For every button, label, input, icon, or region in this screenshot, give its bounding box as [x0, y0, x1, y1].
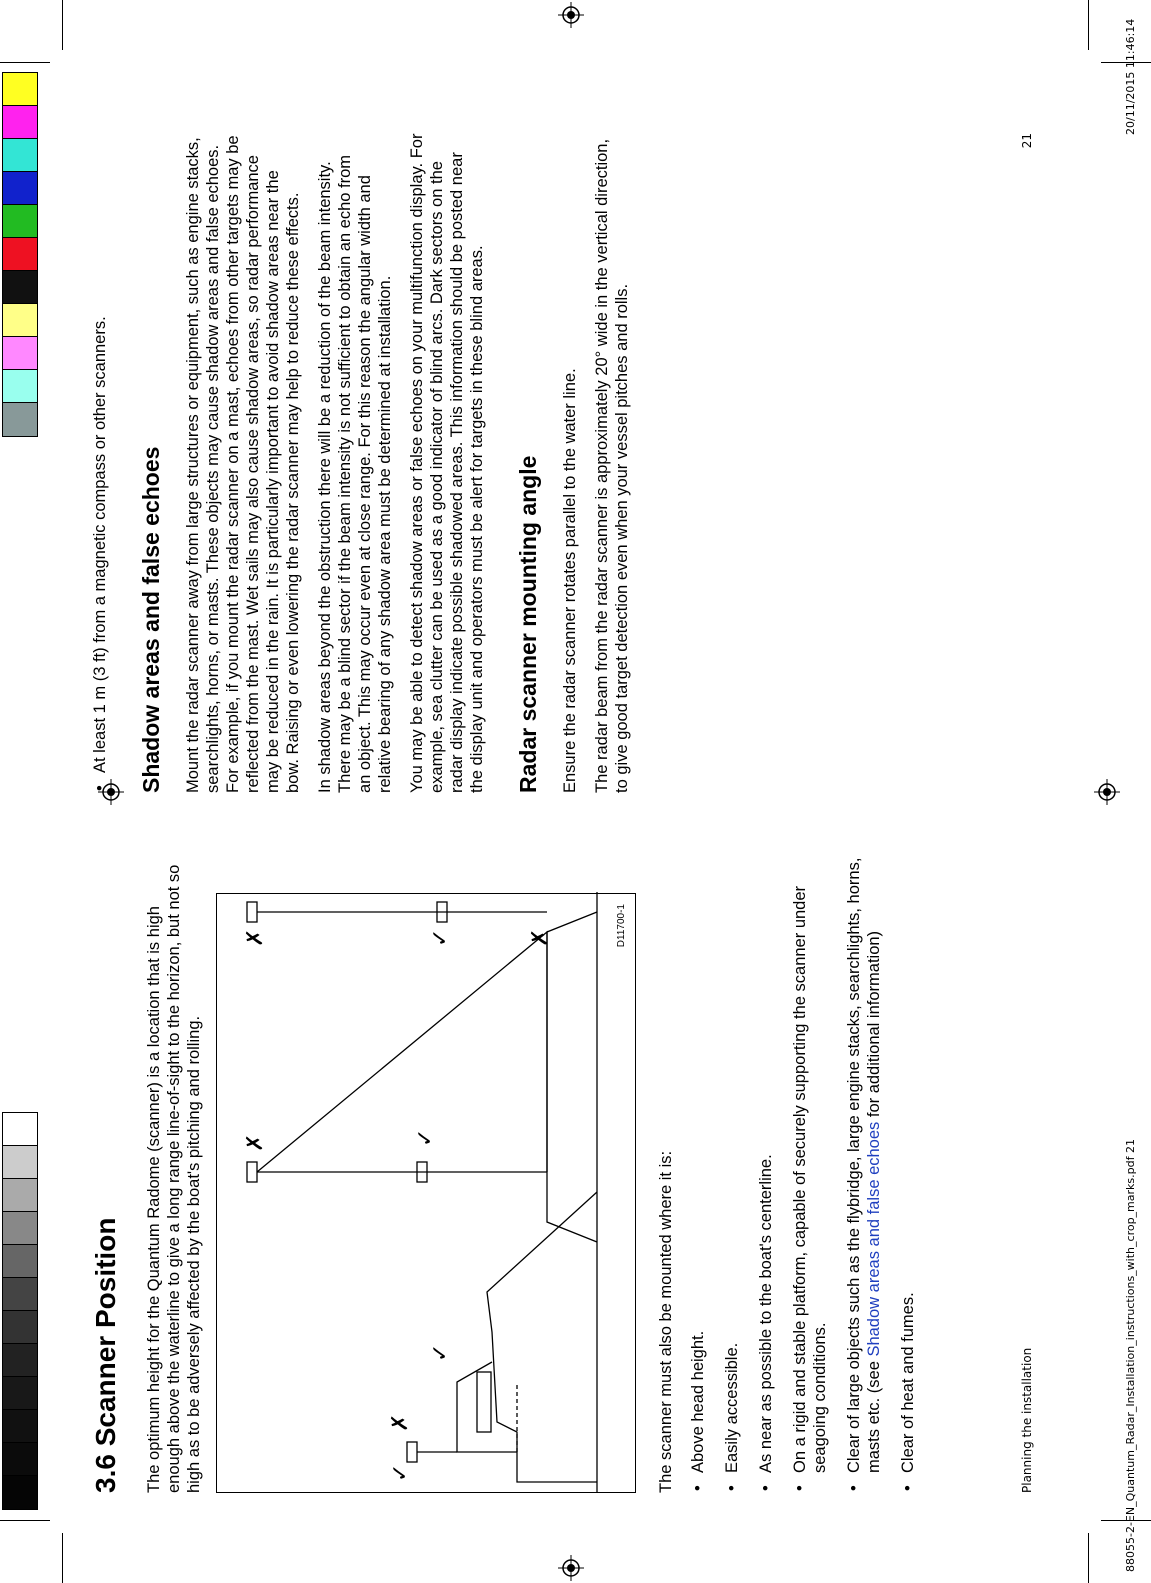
color-swatch [3, 1278, 37, 1311]
color-swatch [3, 1179, 37, 1212]
requirements-list [688, 853, 918, 1493]
color-swatch [3, 1146, 37, 1179]
color-swatch [3, 1377, 37, 1410]
color-swatch [3, 73, 37, 106]
shadow-areas-heading: Shadow areas and false echoes [138, 446, 164, 793]
color-swatch [3, 370, 37, 403]
figure-code: D11700-1 [616, 904, 627, 948]
color-swatch [3, 271, 37, 304]
mounting-paragraph-1: Ensure the radar scanner rotates parallel to the water line. [561, 368, 579, 793]
list-item: • Above head height. [688, 853, 708, 1493]
color-swatch [3, 1410, 37, 1443]
list-item: • Easily accessible. [722, 853, 742, 1493]
list-item: • At least 1 m (3 ft) from a magnetic compass or other scanners. [90, 133, 110, 793]
color-swatch [3, 238, 37, 271]
cross-mark-icon: ✗ [528, 928, 553, 947]
mast-top-radome-icon [247, 1162, 257, 1182]
section-title: 3.6 Scanner Position [90, 1217, 121, 1493]
left-column [90, 853, 1034, 1493]
boat-illustration [217, 892, 637, 1492]
cross-mark-icon: ✗ [388, 1413, 413, 1432]
list-item: • Clear of heat and fumes. [898, 853, 918, 1493]
color-swatch [3, 1245, 37, 1278]
mounting-paragraph-2: The radar beam from the radar scanner is approximately 20° wide in the vertical direction, to give good target detection even when your vessel pitches and rolls. [593, 138, 631, 793]
boat-scanner-figure [216, 893, 636, 1493]
page-number: 21 [1020, 133, 1034, 149]
file-slug: 88055-2-EN_Quantum_Radar_Installation_instructions_with_crop_marks.pdf 21 [1124, 1139, 1137, 1572]
color-swatch [3, 172, 37, 205]
mounting-angle-heading: Radar scanner mounting angle [515, 455, 541, 793]
color-swatch [3, 1113, 37, 1146]
sailboat-hull [547, 912, 597, 1242]
shadow-areas-link[interactable]: Shadow areas and false echoes [865, 1121, 883, 1357]
color-swatch [3, 304, 37, 337]
requirements-intro: The scanner must also be mounted where it is: [657, 1150, 675, 1493]
check-mark-icon: ✓ [413, 1128, 438, 1147]
timestamp-slug: 20/11/2015 11:46:14 [1124, 18, 1137, 135]
color-swatch [3, 1344, 37, 1377]
document-page [90, 93, 1050, 1493]
radome-icon [407, 1442, 417, 1462]
cross-mark-icon: ✗ [243, 928, 268, 947]
motor-yacht-window [477, 1372, 491, 1432]
shadow-paragraph-2: In shadow areas beyond the obstruction there will be a reduction of the beam intensity. There may be a blind sector if the beam intensity is not sufficient to obtain an echo from an object. This may occur even at close range. For this reason the angular width and relative bearing of any shadow area must be determined at installation. [316, 154, 394, 793]
check-mark-icon: ✓ [388, 1463, 413, 1482]
requirements-list-continued [90, 133, 110, 793]
color-swatch [3, 1311, 37, 1344]
sailboat-sail [257, 932, 547, 1172]
shadow-paragraph-1: Mount the radar scanner away from large structures or equipment, such as engine stacks, searchlights, horns, or masts. These objects may cause shadow areas and false echoes. For example, if you mount the radar scanner on a mast, echoes from other targets may be reflected from the mast. Wet sails may also cause shadow areas, so radar performance may be reduced in the rain. It is particularly important to avoid shadow areas near the bow. Raising or even lowering the radar scanner may help to reduce these effects. [184, 135, 302, 793]
shadow-paragraph-3: You may be able to detect shadow areas or false echoes on your multifunction display. For example, sea clutter can be used as a good indicator of blind arcs. Dark sectors on the radar display indicate possible shadowed areas. This information should be posted near the display unit and operators must be alert for targets in these blind areas. [408, 133, 486, 793]
color-swatch-strip-top [2, 72, 38, 437]
color-swatch [3, 337, 37, 370]
pole-top-radome-icon [247, 902, 257, 922]
intro-paragraph: The optimum height for the Quantum Radome (scanner) is a location that is high enough above the waterline to give a long range line-of-sight to the horizon, but not so high as to be adversely affected by the boat's pitching and rolling. [145, 864, 203, 1493]
list-item-text: for additional information) [865, 930, 883, 1122]
registration-target-icon [1094, 779, 1120, 805]
motor-yacht-flybridge [457, 1362, 517, 1452]
list-item: • As near as possible to the boat's centerline. [756, 853, 776, 1493]
list-item-text: Clear of large objects such as the flybridge, large engine stacks, searchlights, horns, masts etc. (see [845, 857, 883, 1473]
color-swatch [3, 1443, 37, 1476]
color-swatch [3, 205, 37, 238]
color-swatch [3, 1476, 37, 1509]
footer-section-name: Planning the installation [1020, 1347, 1034, 1493]
right-column [90, 133, 1034, 793]
crop-mark [1088, 1533, 1089, 1583]
color-swatch [3, 106, 37, 139]
color-swatch [3, 1212, 37, 1245]
cross-mark-icon: ✗ [243, 1133, 268, 1152]
registration-target-icon [558, 1555, 584, 1581]
crop-mark [0, 1520, 50, 1521]
check-mark-icon: ✓ [428, 1343, 453, 1362]
crop-mark [62, 1533, 63, 1583]
color-swatch-strip-bottom [2, 1112, 38, 1510]
color-swatch [3, 139, 37, 172]
crop-mark [1088, 0, 1089, 50]
list-item [844, 853, 884, 1493]
check-mark-icon: ✓ [428, 928, 453, 947]
list-item: • On a rigid and stable platform, capable of securely supporting the scanner under seagoing conditions. [790, 853, 830, 1493]
registration-target-icon [558, 2, 584, 28]
color-swatch [3, 403, 37, 436]
crop-mark [62, 0, 63, 50]
crop-mark [0, 62, 50, 63]
